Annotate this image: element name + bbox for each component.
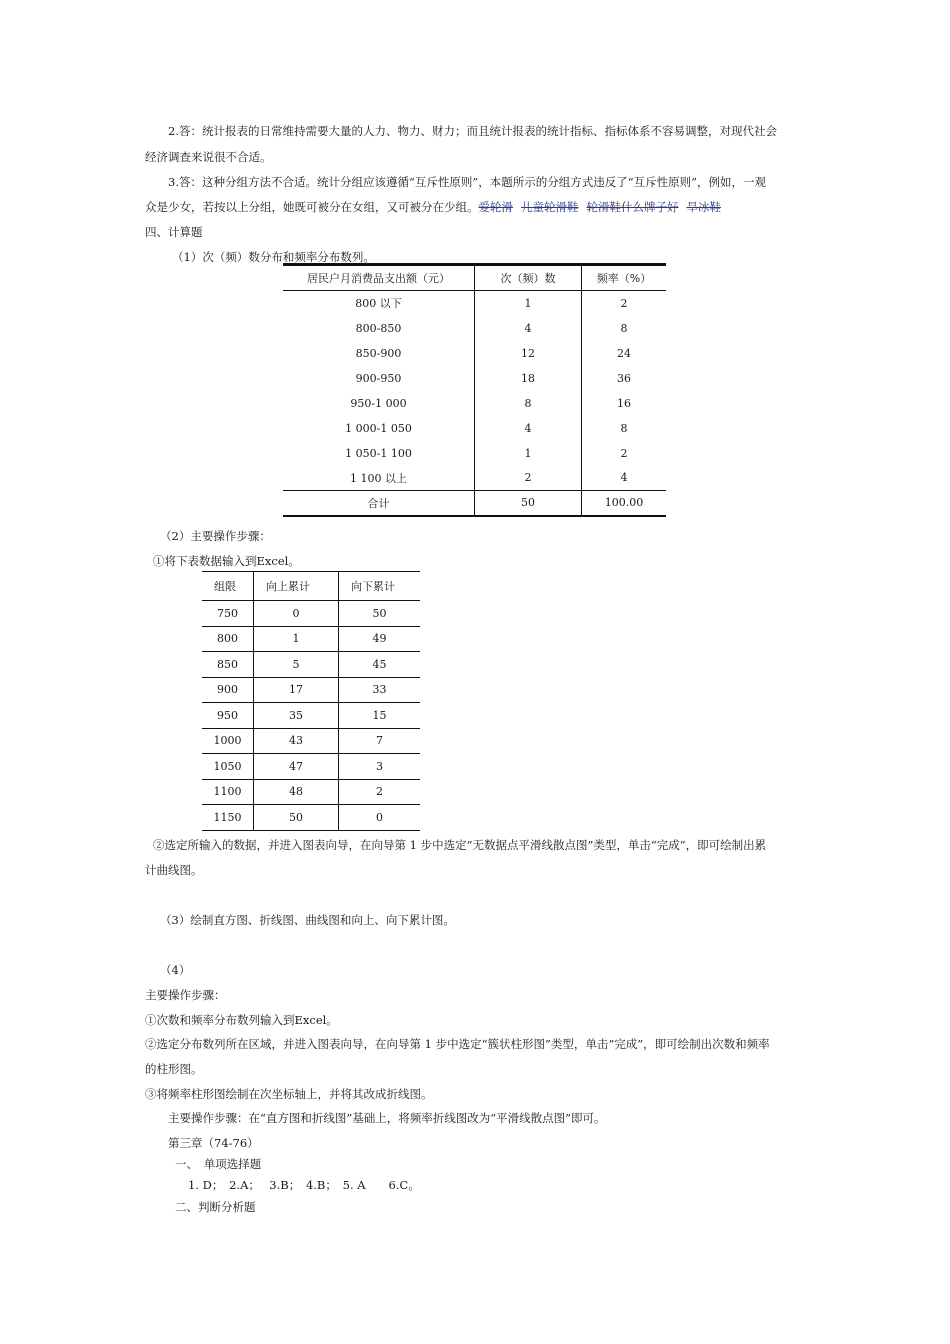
table-row bbox=[283, 391, 666, 416]
table-row bbox=[283, 316, 666, 341]
part-2-step-2-line2: 计曲线图。 bbox=[145, 863, 203, 877]
part-2-step-2-line1: ②选定所输入的数据，并进入图表向导，在向导第 1 步中选定“无数据点平滑线散点图”类型，单击“完成”，即可绘制出累 bbox=[153, 838, 767, 852]
part-3-title: （3）绘制直方图、折线图、曲线图和向上、向下累计图。 bbox=[160, 913, 455, 927]
table-cell: 50 bbox=[254, 805, 339, 831]
single-choice-answers: 1. D； 2.A； 3.B； 4.B； 5. A 6.C。 bbox=[188, 1178, 420, 1192]
link-lunhuaxie-paizi[interactable]: 轮滑鞋什么牌子好 bbox=[586, 200, 679, 214]
table-cell: 49 bbox=[339, 626, 421, 652]
table-cell: 4 bbox=[475, 416, 582, 441]
answer-3-line1: 3.答：这种分组方法不合适。统计分组应该遵循“互斥性原则”，本题所示的分组方式违反了“互斥性原则”，例如，一观 bbox=[168, 175, 766, 189]
table-cell: 50 bbox=[475, 491, 582, 516]
table-cell: 8 bbox=[582, 416, 667, 441]
table-cell: 1 000-1 050 bbox=[345, 421, 412, 435]
cumulative-frequency-table bbox=[202, 571, 420, 831]
part-4-step-2-line2: 的柱形图。 bbox=[145, 1062, 203, 1076]
table-cell: 100.00 bbox=[582, 491, 667, 516]
table-cell: 36 bbox=[582, 366, 667, 391]
column-header: 次（频）数 bbox=[475, 265, 582, 291]
table-cell: 4 bbox=[475, 316, 582, 341]
table-cell: 850-900 bbox=[355, 346, 402, 360]
table-header-row bbox=[202, 572, 420, 601]
column-header: 组限 bbox=[214, 580, 236, 593]
part-2-title: （2）主要操作步骤： bbox=[160, 529, 271, 543]
table-cell: 12 bbox=[475, 341, 582, 366]
table-cell: 2 bbox=[582, 441, 667, 466]
table-cell: 900 bbox=[217, 683, 238, 697]
table-cell: 2 bbox=[339, 779, 421, 805]
column-header: 向下累计 bbox=[339, 572, 421, 601]
part-4-title: （4） bbox=[160, 963, 191, 977]
part-4-step-3: ③将频率柱形图绘制在次坐标轴上，并将其改成折线图。 bbox=[145, 1087, 433, 1101]
table-cell: 1 100 以上 bbox=[350, 471, 407, 485]
table-row bbox=[202, 652, 420, 678]
table-cell: 900-950 bbox=[355, 371, 402, 385]
table-cell: 45 bbox=[339, 652, 421, 678]
table-cell: 8 bbox=[475, 391, 582, 416]
table-cell: 0 bbox=[339, 805, 421, 831]
table-cell: 800-850 bbox=[355, 321, 402, 335]
frequency-distribution-table bbox=[283, 263, 666, 517]
part-4-steps-title: 主要操作步骤： bbox=[145, 988, 226, 1002]
table-row bbox=[283, 441, 666, 466]
table-cell: 1100 bbox=[213, 785, 242, 799]
table-row bbox=[283, 466, 666, 491]
table-cell: 8 bbox=[582, 316, 667, 341]
answer-3-text: 众是少女，若按以上分组，她既可被分在女组，又可被分在少组。 bbox=[145, 200, 479, 214]
table-cell: 5 bbox=[254, 652, 339, 678]
section-4-title: 四、计算题 bbox=[145, 225, 203, 239]
table-row bbox=[283, 341, 666, 366]
table-row bbox=[202, 779, 420, 805]
table-cell: 2 bbox=[582, 291, 667, 316]
table-cell: 1 bbox=[475, 291, 582, 316]
judgment-analysis-title: 二、判断分析题 bbox=[175, 1200, 256, 1214]
table-cell: 7 bbox=[339, 728, 421, 754]
link-ailunhua[interactable]: 爱轮滑 bbox=[478, 200, 513, 214]
table-row bbox=[202, 626, 420, 652]
part-1-title: （1）次（频）数分布和频率分布数列。 bbox=[172, 250, 375, 264]
table-cell: 18 bbox=[475, 366, 582, 391]
link-hanbingxie[interactable]: 旱冰鞋 bbox=[686, 200, 721, 214]
table-cell: 50 bbox=[339, 601, 421, 627]
table-cell: 950 bbox=[217, 708, 238, 722]
table-cell: 950-1 000 bbox=[350, 396, 407, 410]
answer-2-line1: 2.答：统计报表的日常维持需要大量的人力、物力、财力；而且统计报表的统计指标、指标体系不容易调整，对现代社会 bbox=[168, 124, 777, 138]
table-cell: 1150 bbox=[213, 810, 242, 824]
table-cell: 16 bbox=[582, 391, 667, 416]
table-row bbox=[202, 805, 420, 831]
table-cell: 1 050-1 100 bbox=[345, 446, 412, 460]
table-cell: 4 bbox=[582, 466, 667, 491]
table-cell: 15 bbox=[339, 703, 421, 729]
table-cell: 43 bbox=[254, 728, 339, 754]
table-row bbox=[283, 416, 666, 441]
table-cell: 800 bbox=[217, 632, 238, 646]
part-2-step-1: ①将下表数据输入到Excel。 bbox=[153, 554, 300, 568]
table-cell: 800 以下 bbox=[355, 297, 402, 311]
table-cell: 1 bbox=[254, 626, 339, 652]
answer-3-line2 bbox=[145, 199, 729, 215]
column-header: 居民户月消费品支出额（元） bbox=[307, 272, 450, 285]
answer-2-line2: 经济调查来说很不合适。 bbox=[145, 150, 272, 164]
part-4-note: 主要操作步骤：在“直方图和折线图”基础上，将频率折线图改为“平滑线散点图”即可。 bbox=[168, 1111, 606, 1125]
table-cell: 合计 bbox=[367, 496, 390, 510]
table-row bbox=[202, 703, 420, 729]
column-header: 频率（%） bbox=[582, 265, 667, 291]
table-cell: 1050 bbox=[213, 759, 242, 773]
part-4-step-1: ①次数和频率分布数列输入到Excel。 bbox=[145, 1013, 338, 1027]
table-cell: 1000 bbox=[213, 734, 242, 748]
table-row bbox=[202, 601, 420, 627]
table-row bbox=[202, 677, 420, 703]
table-cell: 33 bbox=[339, 677, 421, 703]
chapter-3-title: 第三章（74-76） bbox=[168, 1136, 259, 1150]
table-cell: 850 bbox=[217, 657, 238, 671]
table-cell: 17 bbox=[254, 677, 339, 703]
table-cell: 48 bbox=[254, 779, 339, 805]
table-cell: 35 bbox=[254, 703, 339, 729]
table-row bbox=[283, 366, 666, 391]
table-cell: 1 bbox=[475, 441, 582, 466]
link-ertong-lunhuaxie[interactable]: 儿童轮滑鞋 bbox=[521, 200, 579, 214]
table-row bbox=[202, 754, 420, 780]
table-cell: 47 bbox=[254, 754, 339, 780]
table-row bbox=[202, 728, 420, 754]
link-group bbox=[479, 200, 730, 214]
table-cell: 24 bbox=[582, 341, 667, 366]
table-cell: 0 bbox=[254, 601, 339, 627]
table-row bbox=[283, 291, 666, 316]
column-header: 向上累计 bbox=[254, 572, 339, 601]
table-header-row bbox=[283, 265, 666, 291]
table-cell: 750 bbox=[217, 606, 238, 620]
table-cell: 3 bbox=[339, 754, 421, 780]
single-choice-title: 一、 单项选择题 bbox=[175, 1157, 262, 1171]
part-4-step-2-line1: ②选定分布数列所在区域，并进入图表向导，在向导第 1 步中选定“簇状柱形图”类型，单击“完成”，即可绘制出次数和频率 bbox=[145, 1037, 770, 1051]
table-cell: 2 bbox=[475, 466, 582, 491]
table-total-row bbox=[283, 491, 666, 516]
